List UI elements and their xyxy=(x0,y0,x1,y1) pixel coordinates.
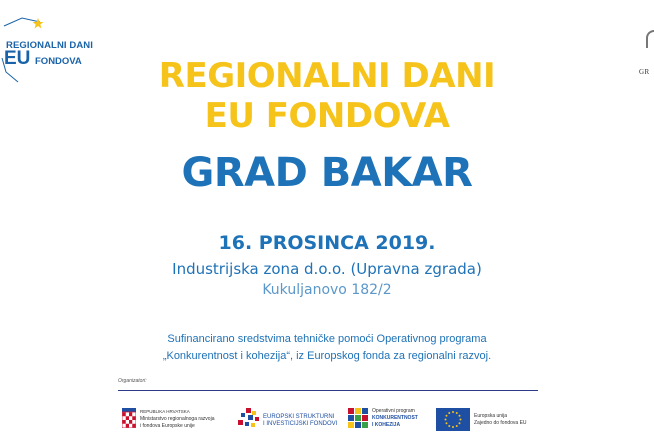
esi-line1: EUROPSKI STRUKTURNI xyxy=(263,414,335,420)
ministry-line3: i fondova Europske unije xyxy=(140,423,195,429)
divider xyxy=(118,390,538,391)
op-kik-emblem-icon xyxy=(348,408,368,428)
event-venue: Industrijska zona d.o.o. (Upravna zgrada) xyxy=(172,260,482,278)
logo-line1: REGIONALNI DANI xyxy=(6,40,93,51)
eu-line2: Zajedno do fondova EU xyxy=(474,420,527,426)
op-line3: I KOHEZIJA xyxy=(372,422,401,428)
croatian-coat-of-arms-icon xyxy=(122,408,136,428)
eu-logo xyxy=(436,408,536,434)
op-kik-logo xyxy=(348,408,428,434)
event-address: Kukuljanovo 182/2 xyxy=(262,282,392,298)
city-title: GRAD BAKAR xyxy=(181,150,473,196)
city-crest-icon xyxy=(646,30,654,48)
title-line2: EU FONDOVA xyxy=(204,96,450,136)
ministry-line1: REPUBLIKA HRVATSKA xyxy=(140,409,190,414)
op-line2: KONKURENTNOST xyxy=(372,415,418,421)
organizers-label: Organizatori: xyxy=(118,378,147,384)
title-line1: REGIONALNI DANI xyxy=(158,56,496,96)
eu-flag-icon xyxy=(436,408,470,431)
esi-funds-emblem-icon xyxy=(238,408,260,430)
op-line1: Operativni program xyxy=(372,408,415,414)
cofinancing-line1: Sufinancirano sredstvima tehničke pomoći Operativnog programa xyxy=(167,333,487,345)
esi-line2: I INVESTICIJSKI FONDOVI xyxy=(263,421,338,427)
top-right-logo-text: GR xyxy=(639,68,650,76)
esi-funds-logo xyxy=(238,408,338,434)
logo-line2: FONDOVA xyxy=(35,56,82,67)
cofinancing-line2: „Konkurentnost i kohezija“, iz Europskog fonda za regionalni razvoj. xyxy=(162,350,492,362)
event-date: 16. PROSINCA 2019. xyxy=(218,232,436,254)
ministry-logo xyxy=(122,408,232,434)
eu-line1: Europska unija xyxy=(474,413,508,419)
ministry-line2: Ministarstvo regionalnoga razvoja xyxy=(140,416,215,422)
logo-eu: EU xyxy=(4,48,31,69)
